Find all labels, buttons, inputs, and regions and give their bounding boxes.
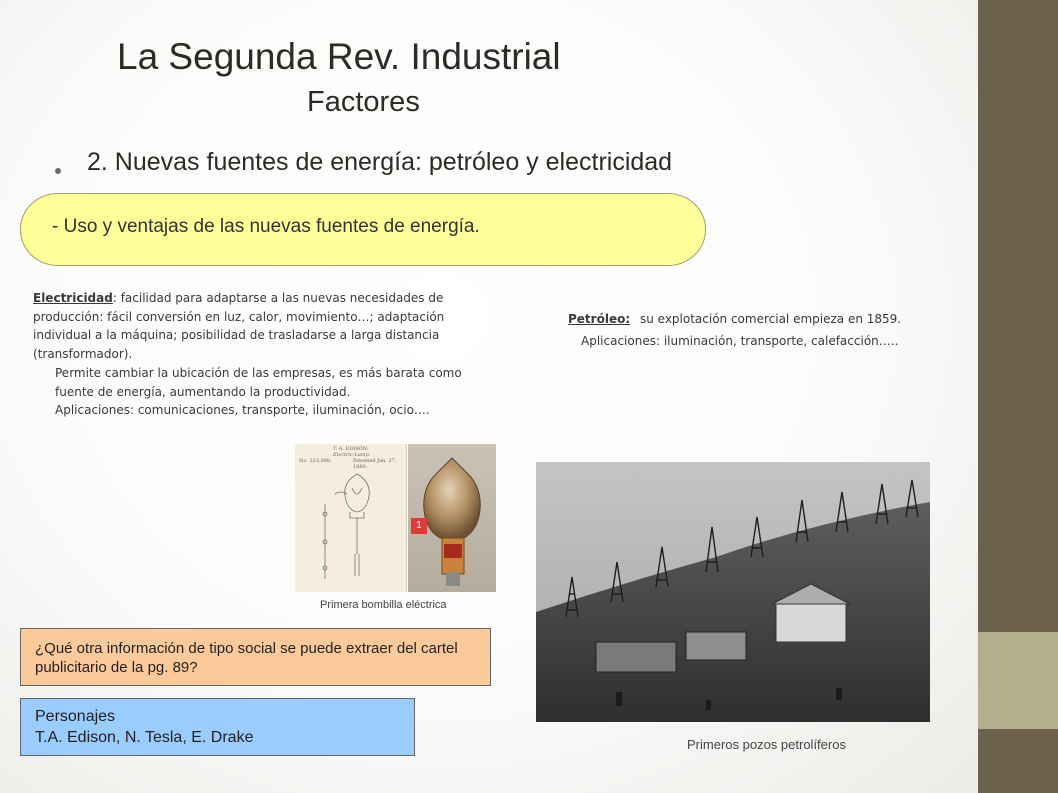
petroleo-label: Petróleo: [568,312,631,326]
electricidad-ventajas: Permite cambiar la ubicación de las empresas, es más barata como fuente de energía, aumentando la productividad. [55,365,462,399]
slide-subtitle: Factores [307,86,420,118]
personajes-label: Personajes [35,708,116,725]
side-accent [978,632,1058,729]
personajes-names: T.A. Edison, N. Tesla, E. Drake [35,729,254,746]
slide-title: La Segunda Rev. Industrial [117,36,561,77]
patent-drawing [295,444,406,592]
highlight-text: - Uso y ventajas de las nuevas fuentes de energía. [52,216,480,237]
question-text: ¿Qué otra información de tipo social se puede extraer del cartel publicitario de la pg. 89? [35,640,458,676]
bulb-tag: 1 [411,518,427,534]
petroleo-text: su explotación comercial empieza en 1859. [639,312,902,326]
bulb-caption: Primera bombilla eléctrica [320,599,447,611]
oil-wells-image [536,462,930,722]
electricidad-text: : facilidad para adaptarse a las nuevas necesidades de producción: fácil conversión en luz, calor, movimiento…; adaptación individual a la máquina; posibilidad de trasladarse a larga distancia (transformador). [33,291,445,362]
light-bulb-image [408,444,496,592]
patent-header: T. A. EDISON. [333,446,369,452]
edison-patent-image [295,444,407,592]
electricidad-aplicaciones: Aplicaciones: comunicaciones, transporte, iluminación, ocio…. [55,403,430,418]
electricidad-paragraph [33,289,499,420]
petroleo-aplicaciones: Aplicaciones: iluminación, transporte, calefacción….. [581,334,899,348]
bullet-dot-icon [55,168,61,174]
patent-date: Patented Jan. 27, 1880. [353,458,397,470]
patent-number: No. 223,898. [299,458,332,464]
electricidad-label: Electricidad [33,291,113,305]
oil-caption: Primeros pozos petrolíferos [687,737,846,752]
bullet-text: 2. Nuevas fuentes de energía: petróleo y electricidad [87,148,673,176]
petroleo-line [568,312,901,326]
patent-subheader: Electric-Lamp. [333,452,371,458]
oil-wells-drawing [536,462,930,722]
personajes-text [35,706,253,748]
